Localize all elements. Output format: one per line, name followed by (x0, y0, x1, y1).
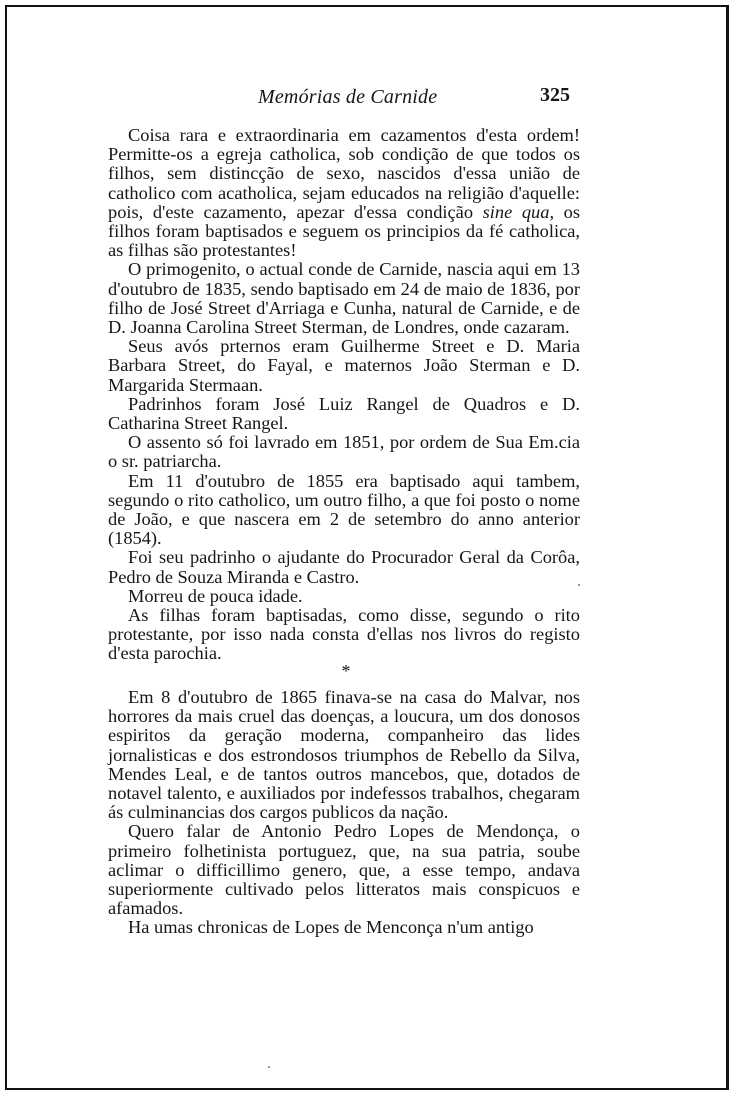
paper-speck (578, 584, 580, 586)
paper-speck (268, 1066, 270, 1068)
paragraph (108, 126, 580, 260)
section-mendonca (108, 688, 580, 938)
paragraph-text: Coisa rara e extraordinaria em cazamentos d'esta ordem! Permitte-os a egreja catholica, sob condição de que todos os filhos, sem distincção de sexo, nascidos d'essa união de catholico com acatholica, sejam educados na religião d'aquelle: pois, d'este cazamento, apezar d'essa condição (108, 125, 580, 222)
section-baptisms (108, 126, 580, 664)
paragraph: Em 8 d'outubro de 1865 finava-se na casa do Malvar, nos horrores da mais cruel das doenças, a loucura, um dos donosos espiritos da geração moderna, companheiro das lides jornalisticas e dos estrondosos triumphos de Rebello da Silva, Mendes Leal, e de tantos outros mancebos, que, dotados de notavel talento, e auxiliados por indefessos trabalhos, chegaram ás culminancias dos cargos publicos da nação. (108, 687, 580, 823)
paragraph: Padrinhos foram José Luiz Rangel de Quadros e D. Catharina Street Rangel. (108, 393, 580, 434)
paragraph: O primogenito, o actual conde de Carnide, nascia aqui em 13 d'outubro de 1835, sendo baptisado em 24 de maio de 1836, por filho de José Street d'Arriaga e Cunha, natural de Carnide, e de D. Joanna Carolina Street Sterman, de Londres, onde cazaram. (108, 259, 580, 338)
paragraph-text: os filhos foram baptisados e seguem os principios da fé catholica, as filhas são protestantes! (108, 201, 580, 261)
paragraph: Ha umas chronicas de Lopes de Menconça n'um antigo (128, 917, 534, 938)
running-head (0, 80, 740, 110)
italic-phrase: sine qua, (482, 201, 555, 222)
paragraph: Quero falar de Antonio Pedro Lopes de Mendonça, o primeiro folhetinista portuguez, que, na sua patria, soube aclimar o difficillimo genero, que, a esse tempo, andava superiormente cultivado pelos litteratos mais conspicuos e afamados. (108, 821, 580, 919)
section-separator: * (341, 661, 351, 681)
paragraph: O assento só foi lavrado em 1851, por ordem de Sua Em.cia o sr. patriarcha. (108, 432, 580, 472)
paragraph: Morreu de pouca idade. (128, 585, 303, 606)
paragraph: As filhas foram baptisadas, como disse, segundo o rito protestante, por isso nada consta d'ellas nos livros do registo d'esta parochia. (108, 605, 580, 664)
paragraph: Em 11 d'outubro de 1855 era baptisado aqui tambem, segundo o rito catholico, um outro filho, a que foi posto o nome de João, e que nascera em 2 de setembro do anno anterior (1854). (108, 470, 580, 549)
paragraph: Foi seu padrinho o ajudante do Procurador Geral da Corôa, Pedro de Souza Miranda e Castro. (108, 547, 580, 587)
running-title: Memórias de Carnide (258, 86, 438, 108)
paragraph: Seus avós prternos eram Guilherme Street e D. Maria Barbara Street, do Fayal, e maternos João Sterman e D. Margarida Stermaan. (108, 336, 580, 395)
page-number: 325 (540, 84, 570, 106)
